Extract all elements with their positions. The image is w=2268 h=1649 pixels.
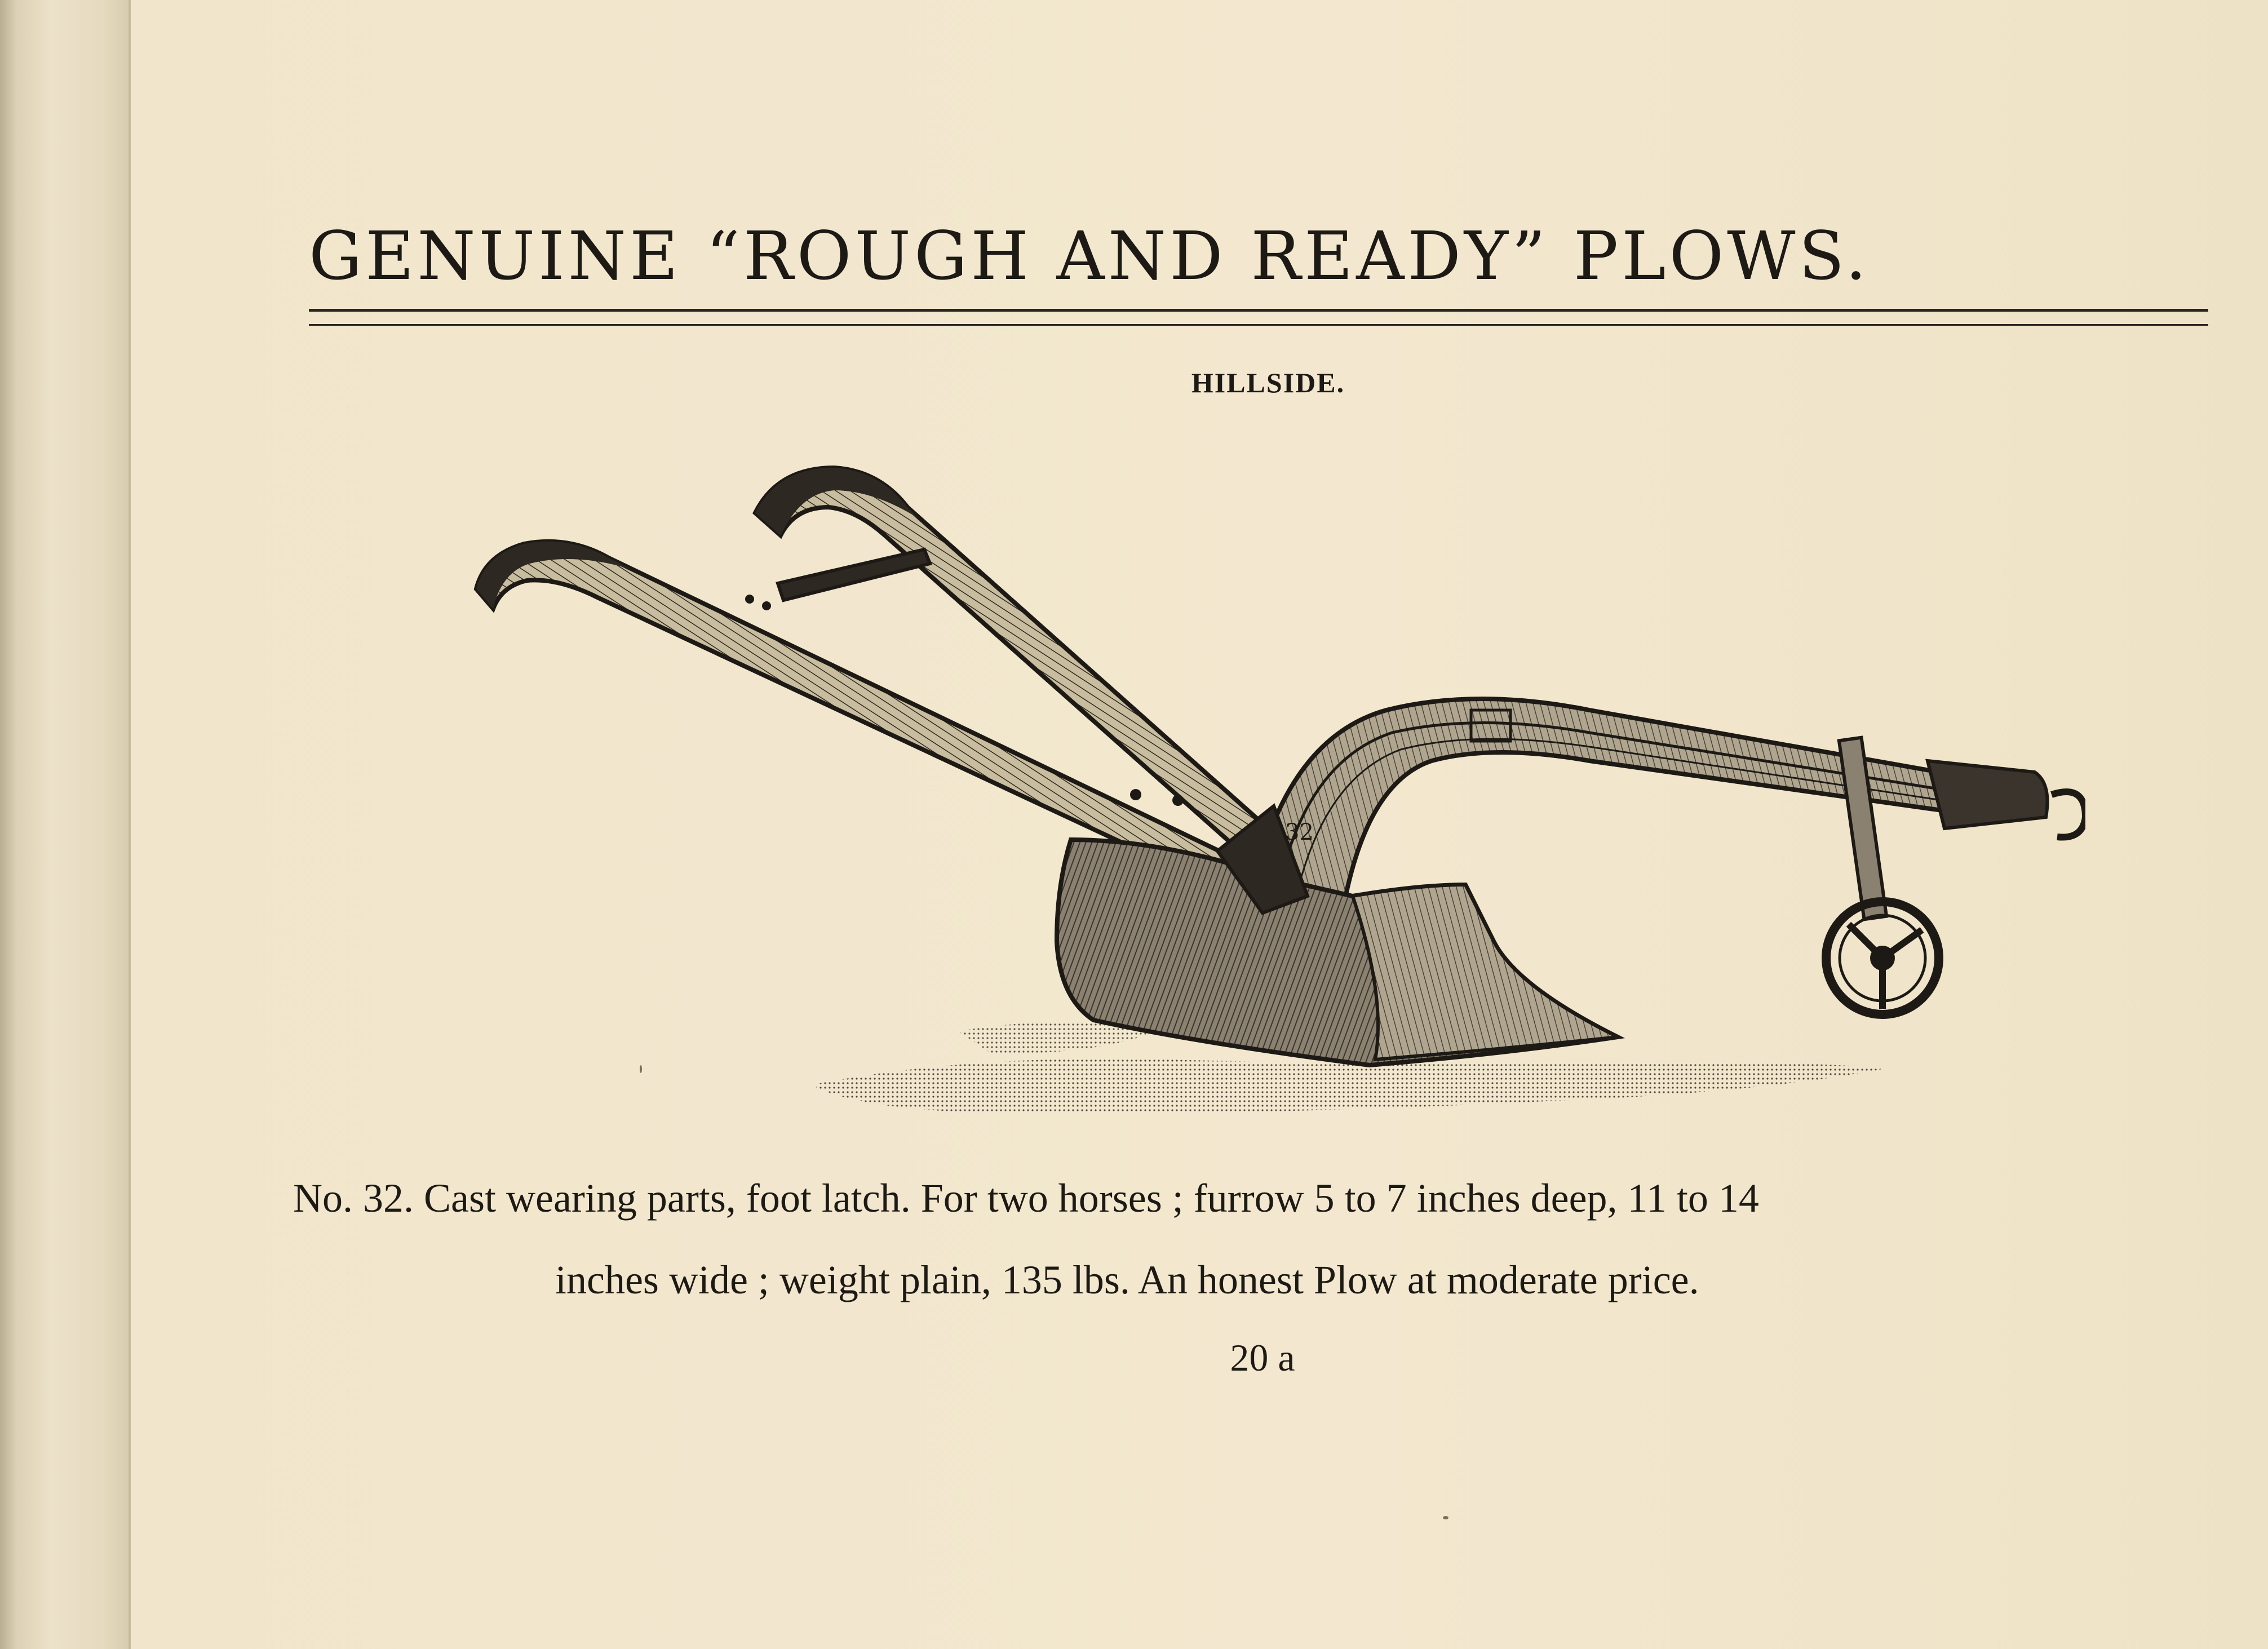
plow-illustration: [462, 445, 2085, 1155]
title-rule-thick: [309, 309, 2208, 312]
page-title: GENUINE “ROUGH AND READY” PLOWS.: [309, 217, 1870, 295]
ground-shadow: [812, 1058, 1888, 1113]
plow-description-line-1: No. 32. Cast wearing parts, foot latch. For two horses ; furrow 5 to 7 inches deep, 11 to 14: [293, 1176, 1759, 1221]
plow-model-number: 32: [1285, 819, 1314, 845]
hitch-hook: [2052, 792, 2085, 837]
plow-clevis: [1928, 761, 2048, 828]
paper-speck: [1443, 1516, 1448, 1519]
handle-brace: [778, 549, 930, 600]
paper-speck: [640, 1065, 642, 1073]
binding-strip: [0, 0, 130, 1649]
plow-beam: [1251, 699, 1950, 919]
title-rule-thin: [309, 324, 2208, 326]
section-subtitle: HILLSIDE.: [1191, 367, 1345, 398]
plow-description-line-2: inches wide ; weight plain, 135 lbs. An honest Plow at moderate price.: [555, 1257, 1699, 1302]
page-number: 20 a: [1230, 1336, 1295, 1379]
gauge-wheel: [1826, 902, 1939, 1014]
binding-edge: [129, 0, 131, 1649]
